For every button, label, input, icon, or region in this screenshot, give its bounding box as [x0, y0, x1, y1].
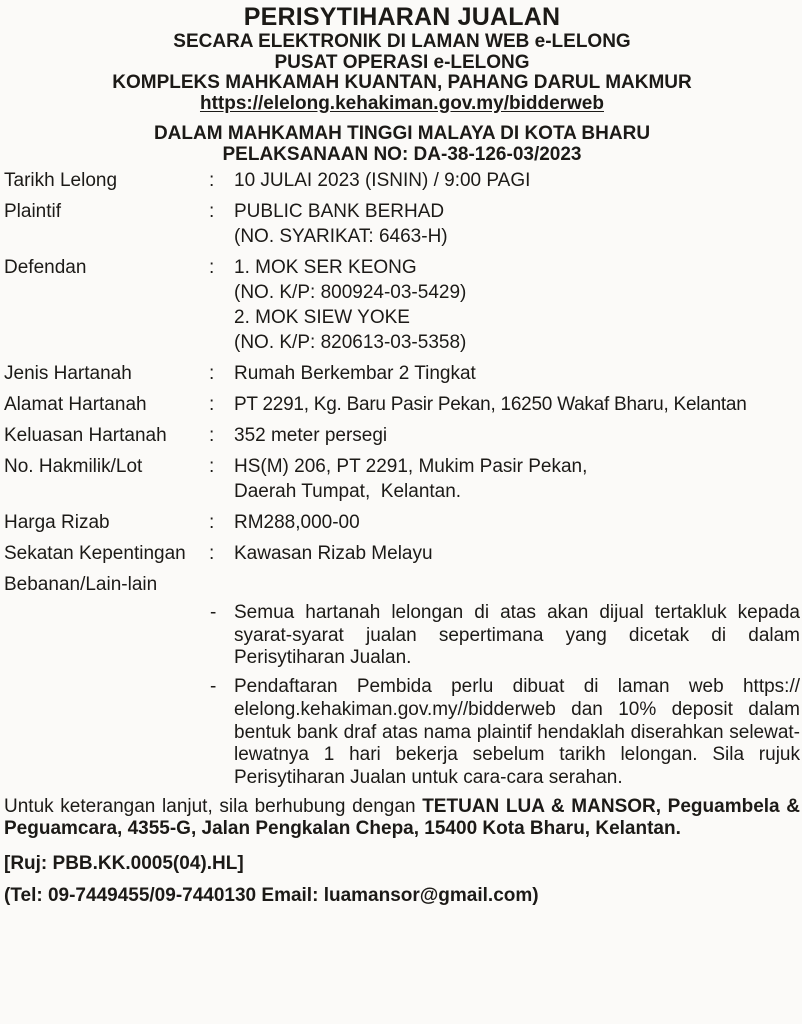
detail-value: 10 JULAI 2023 (ISNIN) / 9:00 PAGI: [234, 170, 531, 191]
court-name: DALAM MAHKAMAH TINGGI MALAYA DI KOTA BHARU: [153, 123, 651, 144]
defendant-2-ic: (NO. K/P: 820613-03-5358): [234, 332, 467, 353]
plaintiff-company-no: (NO. SYARIKAT: 6463-H): [234, 226, 448, 247]
detail-row-plaintiff: [4, 199, 800, 249]
detail-label: Plaintif: [4, 201, 62, 222]
title-lot-line-2: Daerah Tumpat, Kelantan.: [234, 481, 462, 502]
detail-colon: :: [209, 170, 215, 191]
detail-colon: :: [209, 425, 215, 446]
law-firm-details: TETUAN LUA & MANSOR, Peguambela & Peguamcara, 4355-G, Jalan Pengkalan Chepa, 15400 Kota Bharu, Kelantan.: [4, 795, 800, 840]
defendant-1-ic: (NO. K/P: 800924-03-5429): [234, 282, 467, 303]
notice-title: PERISYTIHARAN JUALAN: [243, 3, 561, 31]
detail-value: [234, 199, 800, 249]
detail-label: Jenis Hartanah: [4, 363, 132, 384]
detail-label: Alamat Hartanah: [4, 394, 147, 415]
detail-value: RM288,000-00: [234, 512, 360, 533]
case-number: PELAKSANAAN NO: DA-38-126-03/2023: [222, 143, 582, 165]
detail-colon: :: [209, 363, 215, 384]
title-lot-line-1: HS(M) 206, PT 2291, Mukim Pasir Pekan,: [234, 456, 588, 477]
detail-colon: :: [209, 394, 215, 415]
detail-row-property-address: [4, 392, 800, 423]
detail-value: [234, 255, 800, 355]
list-item: [210, 676, 800, 790]
detail-label: Tarikh Lelong: [4, 170, 118, 191]
detail-row-restriction: [4, 541, 800, 572]
contact-intro: Untuk keterangan lanjut, sila berhubung dengan: [4, 795, 423, 817]
detail-row-property-area: [4, 423, 800, 454]
detail-value: [234, 454, 800, 504]
detail-colon: :: [209, 201, 215, 222]
condition-text: Pendaftaran Pembida perlu dibuat di laman web https:// elelong.kehakiman.gov.my//bidderweb dan 10% deposit dalam bentuk bank draf atas nama plaintif hendaklah diserahkan selewat-lewatnya 1 hari bekerja sebelum tarikh lelongan. Sila rujuk Perisytiharan Jualan untuk cara-cara serahan.: [234, 676, 800, 788]
detail-row-reserve-price: [4, 510, 800, 541]
bullet-dash: -: [210, 602, 217, 623]
detail-row-defendants: [4, 255, 800, 355]
list-item: [210, 602, 800, 670]
header-line-operations-centre: PUSAT OPERASI e-LELONG: [274, 51, 530, 73]
contact-paragraph: [4, 796, 800, 841]
header-line-electronic: SECARA ELEKTRONIK DI LAMAN WEB e-LELONG: [173, 31, 631, 52]
detail-label: Keluasan Hartanah: [4, 425, 167, 446]
detail-row-title-lot: [4, 454, 800, 504]
detail-value: Kawasan Rizab Melayu: [234, 543, 433, 564]
detail-label: No. Hakmilik/Lot: [4, 456, 143, 477]
conditions-list: [210, 602, 800, 790]
detail-value: Rumah Berkembar 2 Tingkat: [234, 363, 476, 384]
detail-label: Defendan: [4, 257, 87, 278]
auction-website-link[interactable]: https://elelong.kehakiman.gov.my/bidderweb: [199, 92, 604, 114]
detail-value: 352 meter persegi: [234, 425, 388, 446]
defendant-1-name: 1. MOK SER KEONG: [234, 257, 417, 278]
reference-number: [Ruj: PBB.KK.0005(04).HL]: [4, 853, 244, 875]
contact-tel-email: (Tel: 09-7449455/09-7440130 Email: luamansor@gmail.com): [4, 885, 539, 907]
detail-colon: :: [209, 543, 215, 564]
detail-label: Harga Rizab: [4, 512, 110, 533]
defendant-2-name: 2. MOK SIEW YOKE: [234, 307, 410, 328]
detail-colon: :: [209, 456, 215, 477]
detail-row-property-type: [4, 361, 800, 392]
auction-details: [4, 168, 800, 602]
detail-colon: :: [209, 257, 215, 278]
detail-label: Bebanan/Lain-lain: [4, 574, 158, 595]
header-line-court-complex: KOMPLEKS MAHKAMAH KUANTAN, PAHANG DARUL MAKMUR: [112, 72, 692, 93]
detail-colon: :: [209, 512, 215, 533]
notice-header: [4, 2, 800, 165]
plaintiff-name: PUBLIC BANK BERHAD: [234, 201, 445, 222]
detail-row-auction-date: [4, 168, 800, 199]
detail-label: Sekatan Kepentingan: [4, 543, 186, 564]
detail-row-encumbrances: [4, 572, 800, 602]
bullet-dash: -: [210, 676, 217, 698]
condition-text: Semua hartanah lelongan di atas akan dijual tertakluk kepada syarat-syarat jualan sepertimana yang dicetak di dalam Perisytiharan Jualan.: [234, 602, 800, 669]
detail-value: PT 2291, Kg. Baru Pasir Pekan, 16250 Wakaf Bharu, Kelantan: [234, 394, 747, 415]
